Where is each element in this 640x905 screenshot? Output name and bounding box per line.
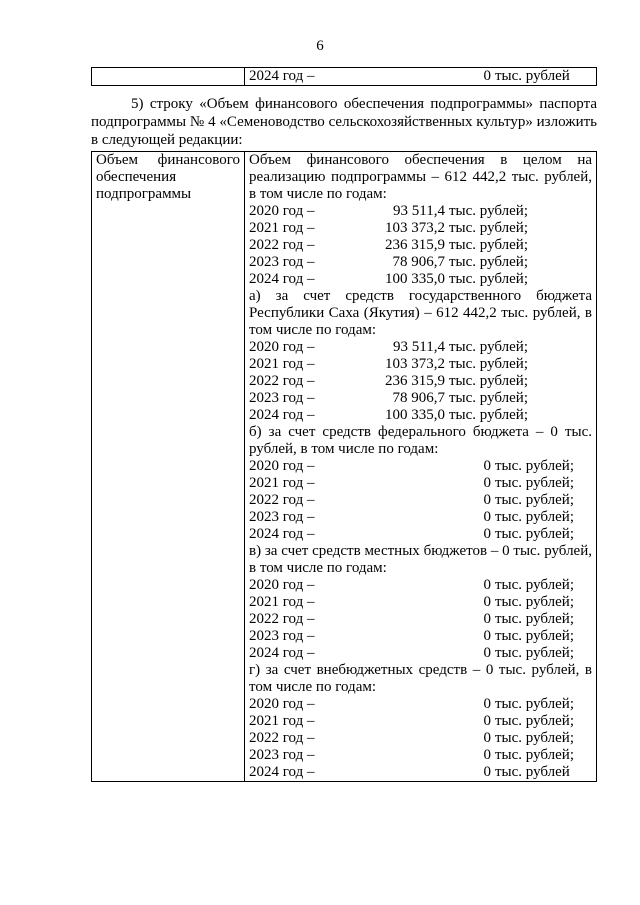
- year-value: 0: [483, 611, 491, 627]
- year-unit: тыс. рублей;: [495, 730, 574, 746]
- year-row: [249, 373, 592, 390]
- section-b-years-list: [249, 458, 592, 543]
- year-value: 103 373,2: [385, 356, 445, 372]
- year-row: [249, 509, 592, 526]
- year-label: 2020 год –: [249, 696, 315, 712]
- year-value: 0: [483, 458, 491, 474]
- funding-table: [91, 151, 597, 782]
- year-row: [249, 339, 592, 356]
- year-label: 2024 год –: [249, 271, 315, 287]
- year-row: [249, 764, 592, 781]
- year-row: [249, 526, 592, 543]
- year-label: 2022 год –: [249, 611, 315, 627]
- year-label: 2022 год –: [249, 373, 315, 389]
- section-c-text: в) за счет средств местных бюджетов – 0 тыс. рублей, в том числе по годам:: [249, 543, 592, 576]
- year-value: 0: [483, 730, 491, 746]
- year-row: [249, 390, 592, 407]
- year-row: [249, 730, 592, 747]
- year-row: [249, 747, 592, 764]
- year-unit: тыс. рублей;: [495, 696, 574, 712]
- year-unit: тыс. рублей;: [495, 577, 574, 593]
- year-value: 0: [483, 764, 491, 780]
- year-label: 2022 год –: [249, 730, 315, 746]
- year-row: [249, 407, 592, 424]
- year-unit: тыс. рублей;: [495, 475, 574, 491]
- year-value: 0: [483, 509, 491, 525]
- year-row: [249, 220, 592, 237]
- year-label: 2023 год –: [249, 628, 315, 644]
- year-label: 2021 год –: [249, 356, 315, 372]
- total-text: Объем финансового обеспечения в целом на реализацию подпрограммы – 612 442,2 тыс. рублей, в том числе по годам:: [249, 152, 592, 202]
- year-unit: тыс. рублей;: [449, 271, 528, 287]
- total-years-list: [249, 203, 592, 288]
- year-label: 2023 год –: [249, 254, 315, 270]
- year-value: 0: [483, 696, 491, 712]
- year-row: [249, 271, 592, 288]
- year-value: 0: [483, 577, 491, 593]
- year-label: 2022 год –: [249, 237, 315, 253]
- year-value: 100 335,0: [385, 407, 445, 423]
- previous-table-row: [91, 67, 597, 86]
- year-row: [249, 492, 592, 509]
- year-unit: тыс. рублей;: [449, 254, 528, 270]
- year-value: 0: [483, 492, 491, 508]
- year-value: 236 315,9: [385, 237, 445, 253]
- year-value: 0: [483, 628, 491, 644]
- year-row: [249, 645, 592, 662]
- section-b-text: б) за счет средств федерального бюджета – 0 тыс. рублей, в том числе по годам:: [249, 424, 592, 457]
- year-row: [249, 696, 592, 713]
- year-label: 2021 год –: [249, 594, 315, 610]
- year-unit: тыс. рублей;: [495, 611, 574, 627]
- year-row: [249, 68, 592, 85]
- year-label: 2021 год –: [249, 475, 315, 491]
- year-label: 2021 год –: [249, 713, 315, 729]
- year-label: 2024 год –: [249, 645, 315, 661]
- year-row: [249, 577, 592, 594]
- section-a-years-list: [249, 339, 592, 424]
- year-unit: тыс. рублей;: [449, 203, 528, 219]
- section-c-years-list: [249, 577, 592, 662]
- empty-cell: [92, 68, 245, 86]
- year-unit: тыс. рублей;: [449, 373, 528, 389]
- year-row: [249, 628, 592, 645]
- funding-details-cell: [245, 152, 597, 782]
- left-header-cell: Объем финансового обеспечения подпрограммы: [92, 152, 245, 782]
- year-value: 0: [483, 594, 491, 610]
- year-value: 0: [483, 747, 491, 763]
- year-label: 2020 год –: [249, 577, 315, 593]
- section-a-text: а) за счет средств государственного бюджета Республики Саха (Якутия) – 612 442,2 тыс. рублей, в том числе по годам:: [249, 288, 592, 338]
- year-unit: тыс. рублей;: [449, 407, 528, 423]
- year-label: 2020 год –: [249, 339, 315, 355]
- year-unit: тыс. рублей;: [495, 509, 574, 525]
- year-unit: тыс. рублей;: [495, 492, 574, 508]
- year-unit: тыс. рублей;: [449, 220, 528, 236]
- year-unit: тыс. рублей;: [449, 339, 528, 355]
- year-value: 100 335,0: [385, 271, 445, 287]
- year-label: 2024 год –: [249, 526, 315, 542]
- year-value: 0: [483, 68, 491, 84]
- year-unit: тыс. рублей: [495, 764, 570, 780]
- year-value: 0: [483, 645, 491, 661]
- year-row: [249, 458, 592, 475]
- year-value: 78 906,7: [392, 390, 445, 406]
- year-unit: тыс. рублей;: [449, 356, 528, 372]
- top-row-cell: [245, 68, 597, 86]
- year-value: 0: [483, 526, 491, 542]
- year-row: [249, 356, 592, 373]
- year-label: 2024 год –: [249, 407, 315, 423]
- section-d-text: г) за счет внебюджетных средств – 0 тыс. рублей, в том числе по годам:: [249, 662, 592, 695]
- year-value: 93 511,4: [393, 339, 445, 355]
- year-unit: тыс. рублей;: [495, 747, 574, 763]
- year-label: 2024 год –: [249, 764, 315, 780]
- year-row: [249, 254, 592, 271]
- year-label: 2020 год –: [249, 458, 315, 474]
- year-unit: тыс. рублей;: [495, 458, 574, 474]
- intro-paragraph: 5) строку «Объем финансового обеспечения подпрограммы» паспорта подпрограммы № 4 «Семеноводство сельскохозяйственных культур» изложить в следующей редакции:: [91, 96, 597, 148]
- year-unit: тыс. рублей;: [495, 526, 574, 542]
- year-row: [249, 203, 592, 220]
- year-value: 93 511,4: [393, 203, 445, 219]
- page-number: 6: [316, 38, 324, 54]
- year-value: 103 373,2: [385, 220, 445, 236]
- year-label: 2020 год –: [249, 203, 315, 219]
- year-unit: тыс. рублей;: [449, 390, 528, 406]
- year-unit: тыс. рублей;: [495, 594, 574, 610]
- year-label: 2023 год –: [249, 390, 315, 406]
- year-value: 0: [483, 475, 491, 491]
- year-unit: тыс. рублей: [495, 68, 570, 84]
- year-row: [249, 594, 592, 611]
- year-row: [249, 713, 592, 730]
- year-label: 2023 год –: [249, 747, 315, 763]
- year-row: [249, 237, 592, 254]
- section-d-years-list: [249, 696, 592, 781]
- year-value: 236 315,9: [385, 373, 445, 389]
- year-label: 2023 год –: [249, 509, 315, 525]
- year-label: 2021 год –: [249, 220, 315, 236]
- year-value: 0: [483, 713, 491, 729]
- year-row: [249, 611, 592, 628]
- year-row: [249, 475, 592, 492]
- year-unit: тыс. рублей;: [449, 237, 528, 253]
- year-value: 78 906,7: [392, 254, 445, 270]
- year-unit: тыс. рублей;: [495, 628, 574, 644]
- year-unit: тыс. рублей;: [495, 645, 574, 661]
- year-label: 2022 год –: [249, 492, 315, 508]
- year-unit: тыс. рублей;: [495, 713, 574, 729]
- year-label: 2024 год –: [249, 68, 315, 84]
